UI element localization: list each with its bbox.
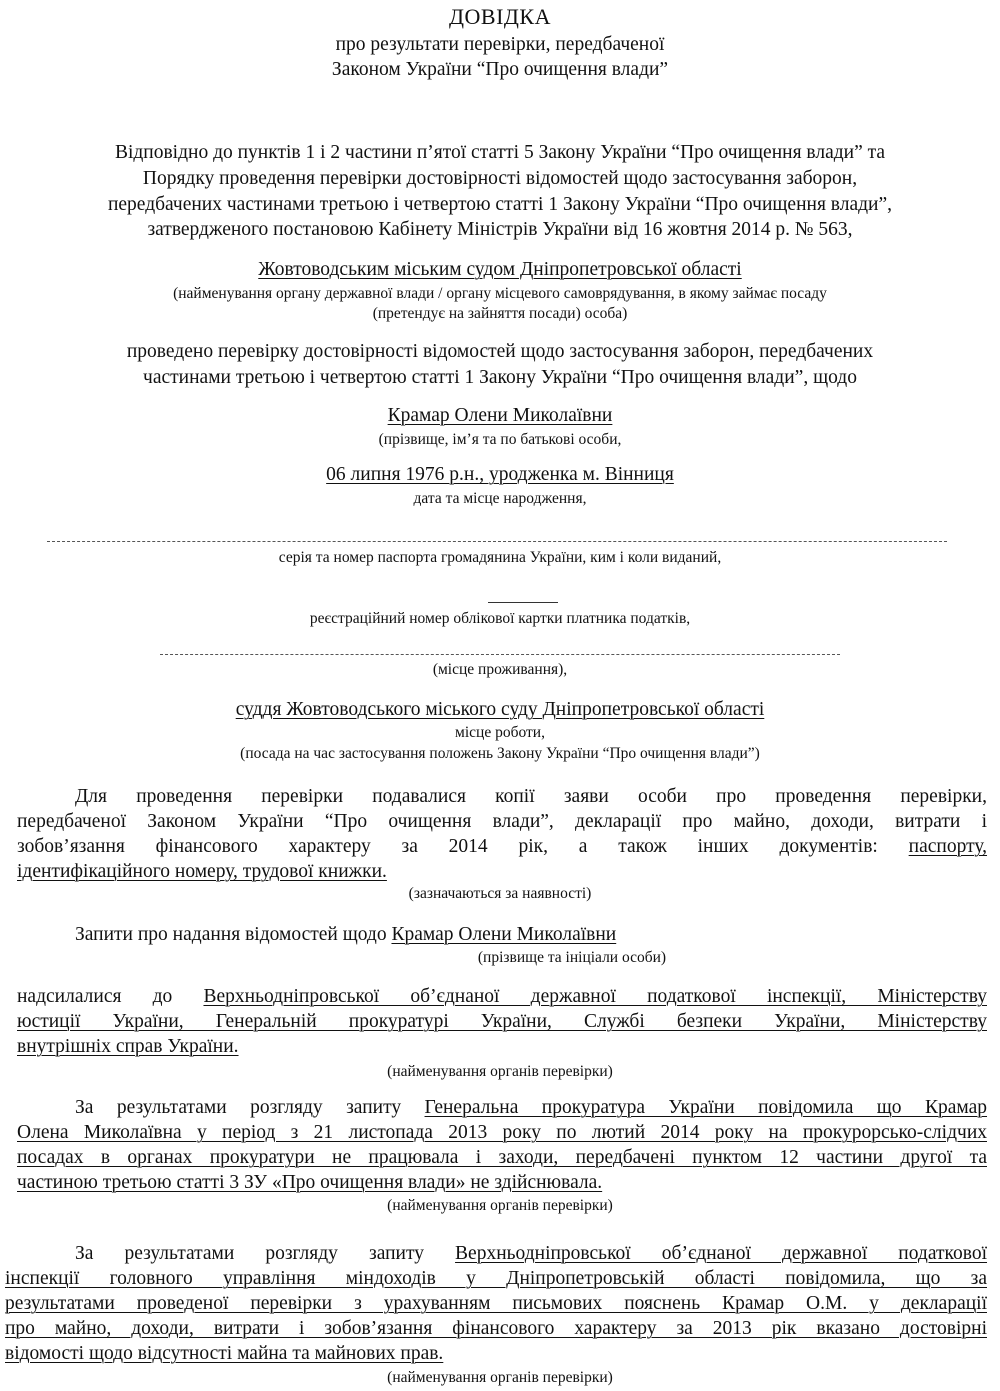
caption: (зазначаються за наявності) — [408, 885, 592, 902]
caption: реєстраційний номер облікової картки платника податків, — [309, 610, 691, 627]
body-name-line — [0, 258, 1000, 282]
docs-line — [17, 860, 387, 884]
caption: (прізвище, ім’я та по батькові особи, — [378, 431, 622, 448]
requests-line — [75, 923, 616, 947]
docs-line: Для проведення перевірки подавалися копії заяви особи про проведення перевірки, — [75, 786, 987, 807]
docs-line: передбаченої Законом України “Про очищення влади”, декларації про майно, доходи, витрати і — [17, 811, 987, 832]
caption: (найменування органу державної влади / органу місцевого самоврядування, в якому займає посаду — [173, 285, 827, 302]
result-1-line — [17, 1121, 987, 1145]
caption: (місце проживання), — [432, 661, 568, 678]
result-2-text: Верхньодніпровської об’єднаної державної податкової — [455, 1243, 988, 1264]
result-1-text: посадах в органах прокуратури не працювала і заходи, передбачені пунктом 12 частини другої та — [17, 1147, 987, 1168]
sent-to-prefix: надсилалися до — [17, 986, 173, 1007]
result-2-line — [75, 1242, 987, 1266]
result-1-line — [17, 1146, 987, 1170]
intro-line: Відповідно до пунктів 1 і 2 частини п’ятої статті 5 Закону України “Про очищення влади” та — [114, 142, 886, 163]
position: суддя Жовтоводського міського суду Дніпропетровської області — [235, 699, 765, 720]
caption: (прізвище та ініціали особи) — [477, 949, 667, 966]
caption: (найменування органів перевірки) — [387, 1063, 613, 1080]
requests-name: Крамар Олени Миколаївни — [391, 924, 617, 945]
requests-text: Запити про надання відомостей щодо — [75, 924, 387, 945]
blank-tax-number-line — [488, 602, 558, 604]
check-text-line: проведено перевірку достовірності відомостей щодо застосування заборон, передбачених — [126, 341, 874, 362]
birth-info: 06 липня 1976 р.н., уродженка м. Вінниця — [326, 464, 674, 485]
sent-to-line — [17, 1035, 239, 1059]
birth-line — [0, 463, 1000, 487]
person-name: Крамар Олени Миколаївни — [387, 405, 613, 426]
caption: місце роботи, — [455, 724, 545, 741]
result-1-line — [17, 1171, 602, 1195]
result-2-text: відомості щодо відсутності майна та майнових прав. — [5, 1343, 444, 1364]
sent-to-agencies: внутрішніх справ України. — [17, 1036, 239, 1057]
result-2-text: про майно, доходи, витрати і зобов’язання фінансового характеру за 2013 рік вказано достовірні — [5, 1318, 987, 1339]
caption: серія та номер паспорта громадянина України, ким і коли виданий, — [278, 549, 722, 566]
caption: дата та місце народження, — [413, 490, 587, 507]
result-2-line — [5, 1267, 987, 1291]
position-line — [0, 698, 1000, 722]
result-1-text: Олена Миколаївна у період з 21 листопада 2013 року по лютий 2014 року на прокурорсько-слідчих — [17, 1122, 987, 1143]
docs-underlined: паспорту, — [908, 836, 988, 857]
docs-text: зобов’язання фінансового характеру за 2014 рік, а також інших документів: — [17, 836, 878, 857]
result-2-line — [5, 1317, 987, 1341]
redacted-passport-line — [47, 541, 947, 543]
caption: (посада на час застосування положень Закону України “Про очищення влади”) — [240, 745, 760, 762]
sent-to-agencies: Верхньодніпровської об’єднаної державної податкової інспекції, Міністерству — [203, 986, 987, 1007]
caption: (претендує на зайняття посади) особа) — [372, 305, 628, 322]
sent-to-line — [17, 1010, 987, 1034]
result-2-line — [5, 1342, 443, 1366]
document-title: ДОВІДКА — [449, 4, 551, 29]
docs-underlined: ідентифікаційного номеру, трудової книжки. — [17, 861, 387, 882]
result-2-text: інспекції головного управління міндоходів у Дніпропетровській області повідомила, що за — [5, 1268, 987, 1289]
result-1-line — [75, 1096, 987, 1120]
docs-line — [17, 835, 987, 859]
intro-line: передбачених частинами третьою і четвертою статті 1 Закону України “Про очищення влади”, — [107, 194, 893, 215]
result-1-text: Генеральна прокуратура України повідомила що Крамар — [424, 1097, 988, 1118]
result-1-text: частиною третьою статті 3 ЗУ «Про очищення влади» не здійснювала. — [17, 1172, 603, 1193]
intro-line: Порядку проведення перевірки достовірності відомостей щодо застосування заборон, — [142, 168, 858, 189]
intro-line: затвердженого постановою Кабінету Міністрів України від 16 жовтня 2014 р. № 563, — [147, 219, 853, 240]
document-subtitle: Законом України “Про очищення влади” — [331, 59, 669, 80]
sent-to-agencies: юстиції України, Генеральній прокуратурі України, Службі безпеки України, Міністерству — [17, 1011, 987, 1032]
sent-to-line — [17, 985, 987, 1009]
redacted-residence-line — [160, 654, 840, 656]
result-2-text: результатами проведеної перевірки з урахуванням письмових пояснень Крамар О.М. у декларації — [5, 1293, 987, 1314]
result-2-prefix: За результатами розгляду запиту — [75, 1243, 424, 1264]
document-subtitle: про результати перевірки, передбаченої — [335, 34, 665, 55]
result-1-prefix: За результатами розгляду запиту — [75, 1097, 402, 1118]
person-name-line — [0, 404, 1000, 428]
body-name: Жовтоводським міським судом Дніпропетровської області — [258, 259, 742, 280]
caption: (найменування органів перевірки) — [387, 1369, 613, 1386]
caption: (найменування органів перевірки) — [387, 1197, 613, 1214]
check-text-line: частинами третьою і четвертою статті 1 Закону України “Про очищення влади”, щодо — [143, 367, 857, 388]
result-2-line — [5, 1292, 987, 1316]
